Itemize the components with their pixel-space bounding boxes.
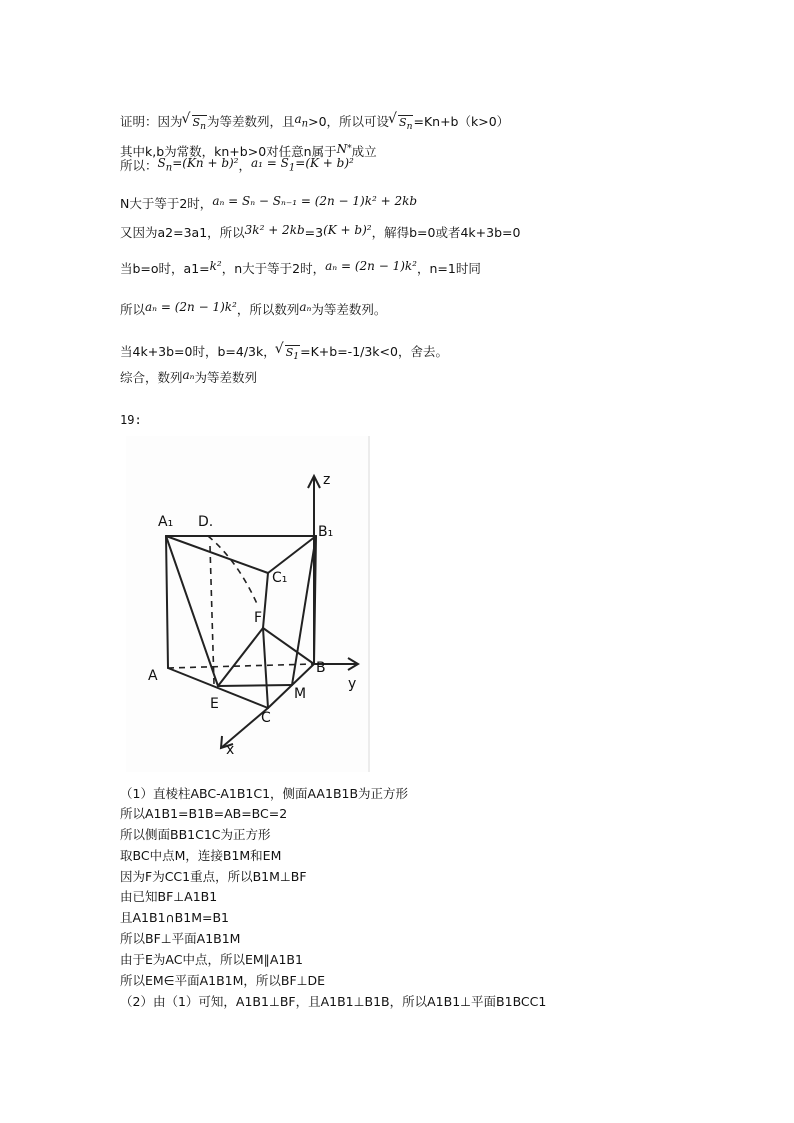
label-a1: A₁ xyxy=(158,514,174,530)
sqrt-sn: √ $S_n$ xyxy=(183,114,207,135)
solution-line: 所以A1B1=B1B=AB=BC=2 xyxy=(120,806,288,821)
solution-line: 所以EM∈平面A1B1M，所以BF⊥DE xyxy=(120,973,326,988)
solution-line: 取BC中点M，连接B1M和EM xyxy=(120,848,282,863)
label-m: M xyxy=(294,686,307,702)
proof-line-2: 其中k,b为常数，kn+b>0对任意n属于N*成立 xyxy=(120,142,377,160)
solution-line: 所以BF⊥平面A1B1M xyxy=(120,931,241,946)
label-e: E xyxy=(210,696,219,712)
label-d: D. xyxy=(198,514,214,530)
edge-e-m xyxy=(218,685,292,686)
proof-line-8: 当4k+3b=0时，b=4/3k，√ $S_1=K+b=-1/3k<0$，舍去。 xyxy=(120,344,448,365)
label-c: C xyxy=(261,710,271,726)
solution-line: 且A1B1∩B1M=B1 xyxy=(120,910,229,925)
label-x: x xyxy=(226,742,235,758)
label-y: y xyxy=(348,676,357,692)
solution-line: （1）直棱柱ABC-A1B1C1，侧面AA1B1B为正方形 xyxy=(120,786,409,801)
proof-line-3: 所以：$S_n=(Kn + b)^2$，$a_1 = S_1=(K + b)^2$ xyxy=(120,156,354,174)
figure-background xyxy=(126,436,370,772)
sqrt-s1: √ $S_1$ xyxy=(276,344,300,365)
proof-line-7: 所以aₙ = (2n − 1)k²，所以数列aₙ为等差数列。 xyxy=(120,300,387,317)
label-f: F xyxy=(254,610,263,626)
label-z: z xyxy=(323,472,331,488)
solution-line: 由于E为AC中点，所以EM∥A1B1 xyxy=(120,952,303,967)
problem-number: 19: xyxy=(120,413,142,427)
label-b1: B₁ xyxy=(318,524,334,540)
prism-diagram xyxy=(118,436,370,772)
solution-line: 所以侧面BB1C1C为正方形 xyxy=(120,827,271,842)
proof-line-5: 又因为a2=3a1，所以3k² + 2kb=3(K + b)²，解得b=0或者4k+3b=0 xyxy=(120,223,521,240)
proof-line-9: 综合，数列aₙ为等差数列 xyxy=(120,368,258,385)
sqrt-sn-2: √ $S_n$ xyxy=(389,114,413,135)
proof-line-6: 当b=o时，a1=k²，n大于等于2时，aₙ = (2n − 1)k²，n=1时同 xyxy=(120,259,481,276)
proof-line-4: N大于等于2时，aₙ = Sₙ − Sₙ₋₁ = (2n − 1)k² + 2kb xyxy=(120,194,418,211)
label-c1: C₁ xyxy=(272,570,288,586)
label-b: B xyxy=(316,660,326,676)
label-a: A xyxy=(148,668,158,684)
prism-figure xyxy=(118,436,370,772)
solution-line: 因为F为CC1重点，所以B1M⊥BF xyxy=(120,869,307,884)
proof-line-1: 证明：因为√ $S_n$为等差数列，且$a_n>0$，所以可设√ $S_n=Kn+b(k>0)$ xyxy=(120,114,509,135)
solution-line: 由已知BF⊥A1B1 xyxy=(120,889,218,904)
solution-line: （2）由（1）可知，A1B1⊥BF，且A1B1⊥B1B，所以A1B1⊥平面B1BCC1 xyxy=(120,994,547,1009)
